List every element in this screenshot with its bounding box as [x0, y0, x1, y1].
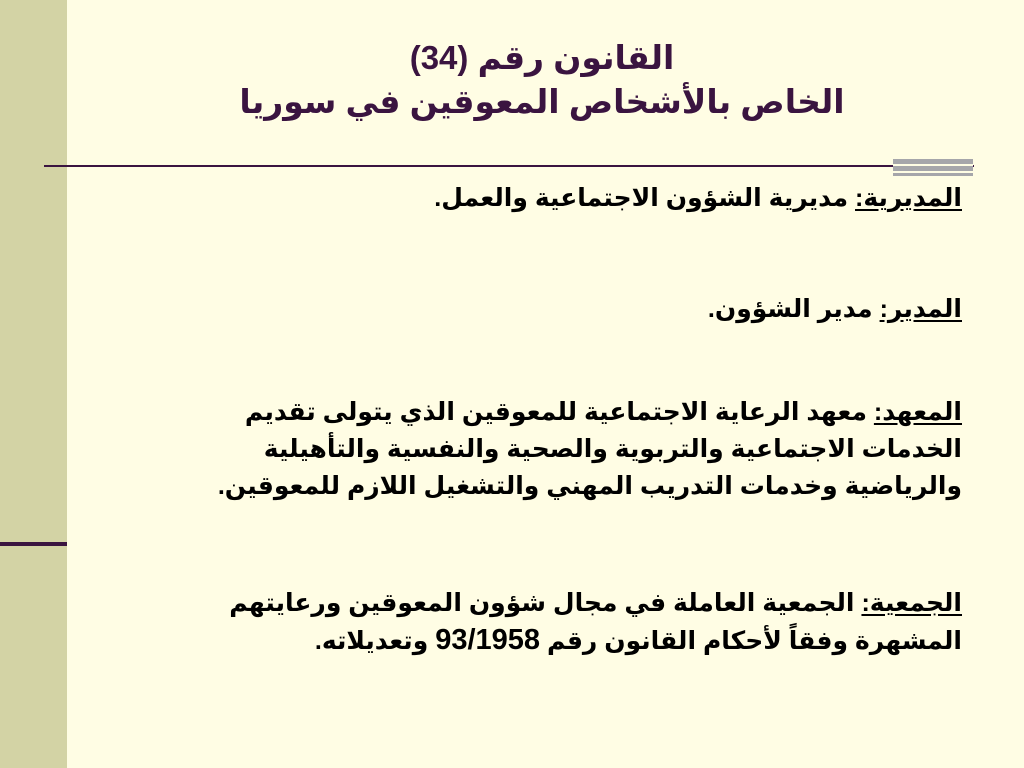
- left-decorative-band: [0, 0, 67, 768]
- definition-term: المدير:: [879, 295, 962, 323]
- definition-director: [150, 291, 962, 328]
- title-divider: [44, 165, 974, 167]
- definition-text-end: وتعديلاته.: [314, 627, 436, 655]
- slide-title: [90, 36, 994, 124]
- definition-term: المديرية:: [855, 184, 962, 212]
- definition-association: [150, 585, 962, 660]
- definition-text: مديرية الشؤون الاجتماعية والعمل.: [434, 184, 856, 212]
- divider-accent-bar: [893, 159, 973, 176]
- definition-directorate: [150, 180, 962, 217]
- law-number: 93/1958: [435, 624, 541, 656]
- definition-text: مدير الشؤون.: [707, 295, 880, 323]
- definition-text: معهد الرعاية الاجتماعية للمعوقين الذي يتولى تقديم الخدمات الاجتماعية والتربوية والصحية والنفسية والتأهيلية والرياضية وخدمات التدريب المهني والتشغيل اللازم للمعوقين.: [217, 398, 962, 500]
- definition-text: الجمعية العاملة في مجال شؤون المعوقين ورعايتهم المشهرة وفقاً لأحكام القانون رقم: [229, 589, 962, 655]
- definition-term: المعهد:: [873, 398, 962, 426]
- title-line-1: القانون رقم (34): [409, 39, 675, 76]
- left-band-marker: [0, 542, 67, 546]
- definition-term: الجمعية:: [861, 589, 962, 617]
- definition-institute: [150, 394, 962, 505]
- title-line-2: الخاص بالأشخاص المعوقين في سوريا: [239, 83, 845, 120]
